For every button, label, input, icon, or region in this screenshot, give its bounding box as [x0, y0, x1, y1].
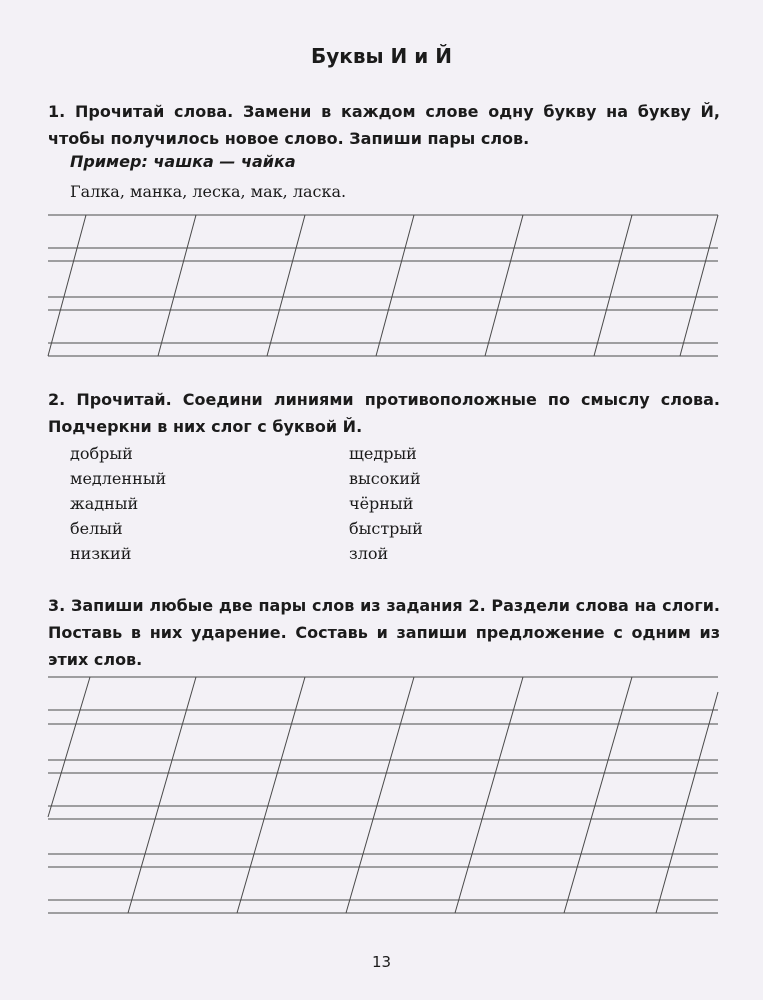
- left-word[interactable]: добрый: [70, 444, 133, 463]
- left-word[interactable]: белый: [70, 519, 123, 538]
- task-2-text: Прочитай. Соедини линиями противоположные по смыслу слова. Подчеркни в них слог с буквой Й.: [48, 390, 720, 436]
- left-word[interactable]: жадный: [70, 494, 139, 513]
- page-title: Буквы И и Й: [311, 44, 452, 68]
- task-1-example: Пример: чашка — чайка: [70, 152, 296, 171]
- task-1-word-list: Галка, манка, леска, мак, ласка.: [70, 182, 347, 201]
- task-2-number: 2.: [48, 390, 66, 409]
- left-word[interactable]: низкий: [70, 544, 132, 563]
- page-number: 13: [371, 953, 392, 971]
- task-1-instruction: [48, 98, 720, 152]
- left-word-column: [70, 441, 166, 566]
- task-1-number: 1.: [48, 102, 66, 121]
- right-word[interactable]: высокий: [349, 469, 421, 488]
- task-2-instruction: [48, 386, 720, 440]
- right-word[interactable]: быстрый: [349, 519, 423, 538]
- right-word-column: [349, 441, 423, 566]
- task-3-instruction: [48, 592, 720, 673]
- handwriting-lines-1[interactable]: [0, 205, 763, 365]
- left-word[interactable]: медленный: [70, 469, 167, 488]
- handwriting-lines-3[interactable]: [0, 672, 763, 922]
- right-word[interactable]: чёрный: [349, 494, 414, 513]
- task-1-text: Прочитай слова. Замени в каждом слове одну букву на букву Й, чтобы получилось новое слово. Запиши пары слов.: [48, 102, 721, 148]
- task-3-text: Запиши любые две пары слов из задания 2. Раздели слова на слоги. Поставь в них ударение. Составь и запиши предложение с одним из этих слов.: [48, 596, 720, 669]
- task-3-number: 3.: [48, 596, 66, 615]
- right-word[interactable]: злой: [349, 544, 389, 563]
- right-word[interactable]: щедрый: [349, 444, 417, 463]
